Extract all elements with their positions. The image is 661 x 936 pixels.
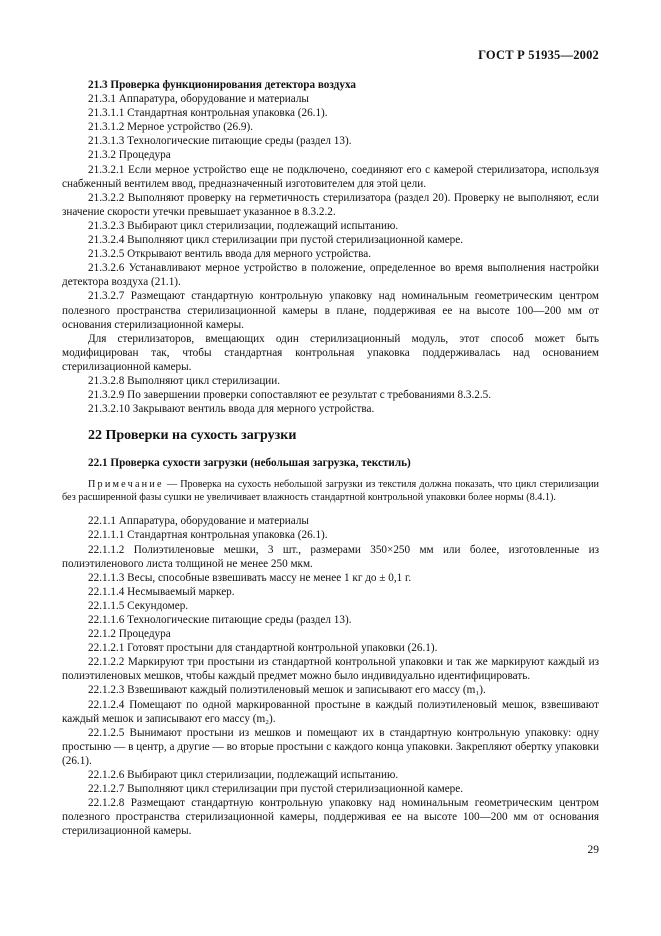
paragraph: 22.1.2.5 Вынимают простыни из мешков и помещают их в стандартную контрольную упаковку: одну простыню — в центр, а другие — во вторые простыни с каждого конца упаковки. Закрепляют обертку упаковки (26.1). (62, 726, 599, 767)
paragraph: 22.1.2.8 Размещают стандартную контрольную упаковку над номинальным геометрическим центром полезного пространства стерилизационной камеры, поддерживая ее на высоте 100—200 мм от основания стерилизационной камеры. (62, 797, 599, 838)
document-body (62, 78, 599, 839)
paragraph: 21.3.2.1 Если мерное устройство еще не подключено, соединяют его с камерой стерилизатора, используя снабженный вентилем ввод, предназначенный изготовителем для этой цели. (62, 163, 599, 190)
paragraph: 22.1.1.1 Стандартная контрольная упаковка (26.1). (88, 529, 328, 542)
paragraph: 21.3.2 Процедура (88, 149, 171, 162)
paragraph: 22.1.2.1 Готовят простыни для стандартной контрольной упаковки (26.1). (88, 642, 438, 655)
paragraph: 21.3.2.9 По завершении проверки сопоставляют ее результат с требованиями 8.3.2.5. (88, 389, 492, 402)
paragraph: 21.3.1.2 Мерное устройство (26.9). (88, 121, 254, 134)
note-label: Примечание (88, 479, 164, 491)
paragraph: 22.1.2 Процедура (88, 628, 171, 641)
paragraph: 21.3.2.3 Выбирают цикл стерилизации, подлежащий испытанию. (88, 219, 399, 232)
paragraph: 21.3.2.2 Выполняют проверку на герметичность стерилизатора (раздел 20). Проверку не выполняют, если значение скорости утечки превышает указанное в 8.3.2.2. (62, 191, 599, 218)
paragraph: 22.1.2.3 Взвешивают каждый полиэтиленовый мешок и записывают его массу (m₁). (88, 684, 486, 697)
paragraph: 21.3.2.5 Открывают вентиль ввода для мерного устройства. (88, 248, 372, 261)
paragraph: 21.3.1 Аппаратура, оборудование и материалы (88, 93, 309, 106)
paragraph: 21.3.2.10 Закрывают вентиль ввода для мерного устройства. (88, 403, 375, 416)
paragraph: 22.1.1.4 Несмываемый маркер. (88, 585, 235, 598)
paragraph: 21.3.2.8 Выполняют цикл стерилизации. (88, 374, 281, 387)
paragraph: 22.1.2.4 Помещают по одной маркированной простыне в каждый полиэтиленовый мешок, взвешивают каждый мешок и записывают его массу (m₂). (62, 698, 599, 725)
paragraph: 22.1.1 Аппаратура, оборудование и материалы (88, 515, 309, 528)
subsection-heading: 21.3 Проверка функционирования детектора воздуха (88, 79, 356, 91)
paragraph: 21.3.1.1 Стандартная контрольная упаковка (26.1). (88, 107, 328, 120)
note-paragraph (62, 478, 599, 504)
paragraph: 21.3.2.4 Выполняют цикл стерилизации при пустой стерилизационной камере. (88, 234, 464, 247)
page-number: 29 (587, 844, 599, 856)
paragraph: 22.1.1.3 Весы, способные взвешивать массу не менее 1 кг до ± 0,1 г. (88, 571, 412, 584)
paragraph: 22.1.2.2 Маркируют три простыни из стандартной контрольной упаковки и так же маркируют каждый из полиэтиленовых мешков, чтобы каждый предмет можно было индивидуально идентифицировать. (62, 656, 599, 683)
paragraph: Для стерилизаторов, вмещающих один стерилизационный модуль, этот способ может быть модифицирован так, чтобы стандартная контрольная упаковка поддерживалась над основанием стерилизационной камеры. (62, 332, 599, 373)
paragraph: 21.3.2.7 Размещают стандартную контрольную упаковку над номинальным геометрическим центром полезного пространства стерилизационной камеры в плане, поддерживая ее на высоте 100—200 мм от основания стерилизационной камеры. (62, 290, 599, 331)
paragraph: 22.1.1.2 Полиэтиленовые мешки, 3 шт., размерами 350×250 мм или более, изготовленные из полиэтиленового листа толщиной не менее 250 мкм. (62, 543, 599, 570)
section-heading: 22 Проверки на сухость загрузки (88, 428, 297, 444)
paragraph: 21.3.1.3 Технологические питающие среды (раздел 13). (88, 135, 352, 148)
note-text: — Проверка на сухость небольшой загрузки из текстиля должна показать, что цикл стерилизации без расширенной фазы сушки не увеличивает влажность стандартной контрольной упаковки более нормы (8.4.1). (62, 479, 599, 504)
paragraph: 22.1.2.7 Выполняют цикл стерилизации при пустой стерилизационной камере. (88, 783, 464, 796)
document-standard-header: ГОСТ Р 51935—2002 (478, 48, 599, 62)
paragraph: 21.3.2.6 Устанавливают мерное устройство в положение, определенное во время выполнения настройки детектора воздуха (21.1). (62, 262, 599, 289)
paragraph: 22.1.1.6 Технологические питающие среды (раздел 13). (88, 614, 352, 626)
paragraph: 22.1.2.6 Выбирают цикл стерилизации, подлежащий испытанию. (88, 769, 399, 782)
paragraph: 22.1.1.5 Секундомер. (88, 599, 189, 612)
subsection-heading: 22.1 Проверка сухости загрузки (небольшая загрузка, текстиль) (88, 457, 411, 470)
